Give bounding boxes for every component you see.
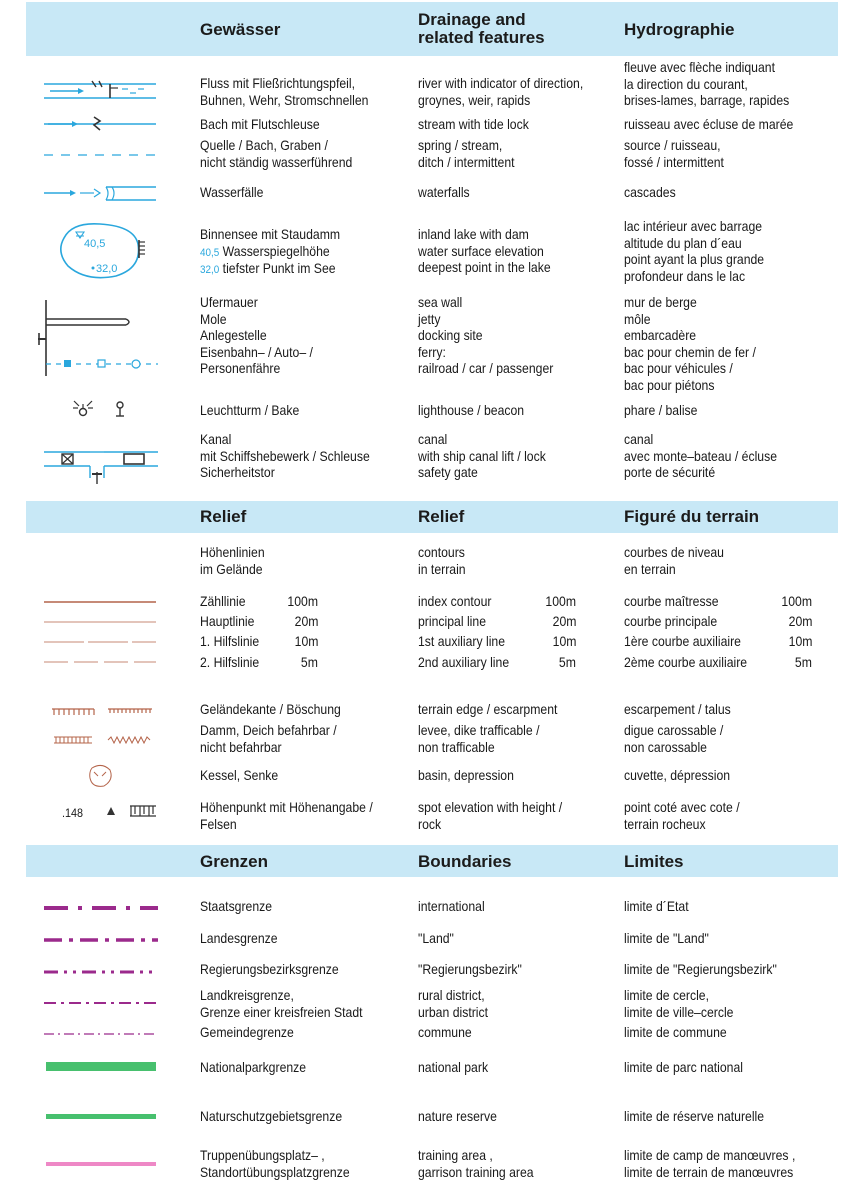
contour-3-en-value: 5m <box>558 655 576 670</box>
waterfalls-fr: cascades <box>624 185 676 200</box>
national-park-boundary-band <box>46 1062 156 1071</box>
waterfalls-en: waterfalls <box>418 185 470 200</box>
regierungsbezirk-de: Regierungsbezirksgrenze <box>200 962 339 977</box>
contour-3-en: 2nd auxiliary line <box>418 655 510 670</box>
heading-fr-boundaries: Limites <box>624 852 684 871</box>
international-de: Staatsgrenze <box>200 899 273 914</box>
escarpment-de: Geländekante / Böschung <box>200 702 341 717</box>
contour-1-fr-value: 20m <box>788 614 812 629</box>
lighthouse-de: Leuchtturm / Bake <box>200 403 300 418</box>
nationalpark-en: national park <box>418 1060 489 1075</box>
land-boundary-line <box>44 936 158 944</box>
seawall-de: Ufermauer Mole Anlegestelle Eisenbahn– / Auto– / Personenfähre <box>200 295 313 376</box>
seawall-en: sea wall jetty docking site ferry: railroad / car / passenger <box>418 295 554 376</box>
contours-intro-fr: courbes de niveau en terrain <box>624 545 724 577</box>
international-boundary-line <box>44 904 158 912</box>
stream-en: stream with tide lock <box>418 117 529 132</box>
contour-3-de: 2. Hilfslinie <box>200 655 260 670</box>
contour-0-fr: courbe maîtresse <box>624 594 719 609</box>
canal-fr: canal avec monte–bateau / écluse porte de sécurité <box>624 432 778 480</box>
contour-2-en: 1st auxiliary line <box>418 634 506 649</box>
gemeinde-de: Gemeindegrenze <box>200 1025 294 1040</box>
heading-fr-drainage: Hydrographie <box>624 20 735 39</box>
contours-intro-en: contours in terrain <box>418 545 466 577</box>
lake-elev-value: 40,5 <box>200 246 220 259</box>
river-fr: fleuve avec flèche indiquant la direction du courant, brises-lames, barrage, rapides <box>624 60 790 108</box>
lake-elev-label: Wasserspiegelhöhe <box>219 243 330 259</box>
heading-en-boundaries: Boundaries <box>418 852 512 871</box>
contour-2-en-value: 10m <box>552 634 576 649</box>
contour-2-fr-value: 10m <box>788 634 812 649</box>
stream-de: Bach mit Flutschleuse <box>200 117 320 132</box>
lake-de <box>200 227 340 279</box>
waterfalls-symbol <box>44 184 156 204</box>
canal-de: Kanal mit Schiffshebewerk / Schleuse Sicherheitstor <box>200 432 370 480</box>
landkreis-de: Landkreisgrenze, Grenze einer kreisfreien Stadt <box>200 988 363 1020</box>
basin-fr: cuvette, dépression <box>624 768 731 783</box>
heading-de-relief: Relief <box>200 507 247 526</box>
lighthouse-icon <box>72 398 94 418</box>
training-en: training area , garrison training area <box>418 1148 534 1180</box>
spot-fr: point coté avec cote / terrain rocheux <box>624 800 740 832</box>
contour-1-fr: courbe principale <box>624 614 718 629</box>
stream-tide-lock-symbol <box>44 116 156 134</box>
naturschutz-en: nature reserve <box>418 1109 497 1124</box>
international-fr: limite d´Etat <box>624 899 689 914</box>
contour-0-de-value: 100m <box>287 594 318 609</box>
contour-3-fr-value: 5m <box>794 655 812 670</box>
contour-1-en: principal line <box>418 614 487 629</box>
stream-fr: ruisseau avec écluse de marée <box>624 117 794 132</box>
land-en: "Land" <box>418 931 454 946</box>
levee-en: levee, dike trafficable / non trafficable <box>418 723 540 755</box>
basin-en: basin, depression <box>418 768 514 783</box>
lighthouse-en: lighthouse / beacon <box>418 403 525 418</box>
contour-3-de-value: 5m <box>300 655 318 670</box>
inland-lake-symbol <box>56 220 156 284</box>
landkreis-boundary-line <box>44 1000 158 1006</box>
contour-aux1-line <box>44 640 156 644</box>
nationalpark-de: Nationalparkgrenze <box>200 1060 307 1075</box>
seawall-fr: mur de berge môle embarcadère bac pour chemin de fer / bac pour véhicules / bac pour piétons <box>624 295 756 393</box>
contour-0-en: index contour <box>418 594 492 609</box>
landkreis-fr: limite de cercle, limite de ville–cercle <box>624 988 734 1020</box>
international-en: international <box>418 899 485 914</box>
heading-de-boundaries: Grenzen <box>200 852 269 871</box>
lake-de-title: Binnensee mit Staudamm <box>200 227 341 242</box>
heading-en-drainage: Drainage and related features <box>418 10 545 47</box>
beacon-icon <box>114 401 126 417</box>
levee-de: Damm, Deich befahrbar / nicht befahrbar <box>200 723 337 755</box>
naturschutz-fr: limite de réserve naturelle <box>624 1109 765 1124</box>
sea-wall-ferry-symbol <box>36 298 158 376</box>
contour-principal-line <box>44 620 156 624</box>
landkreis-en: rural district, urban district <box>418 988 489 1020</box>
spot-de: Höhenpunkt mit Höhenangabe / Felsen <box>200 800 373 832</box>
contour-aux2-line <box>44 660 156 664</box>
land-fr: limite de "Land" <box>624 931 709 946</box>
contour-3-fr: 2ème courbe auxiliaire <box>624 655 748 670</box>
waterfalls-de: Wasserfälle <box>200 185 264 200</box>
lighthouse-fr: phare / balise <box>624 403 698 418</box>
spring-fr: source / ruisseau, fossé / intermittent <box>624 138 724 170</box>
nature-reserve-boundary-band <box>46 1114 156 1119</box>
training-de: Truppenübungsplatz– , Standortübungsplatzgrenze <box>200 1148 350 1180</box>
gemeinde-en: commune <box>418 1025 472 1040</box>
regierungsbezirk-boundary-line <box>44 968 158 976</box>
contour-2-fr: 1ère courbe auxiliaire <box>624 634 741 649</box>
contour-1-en-value: 20m <box>552 614 576 629</box>
lake-depth-label: 32,0 <box>96 263 118 275</box>
contour-0-fr-value: 100m <box>781 594 812 609</box>
lake-deep-label: tiefster Punkt im See <box>219 261 336 276</box>
escarpment-en: terrain edge / escarpment <box>418 702 558 717</box>
contours-intro-de: Höhenlinien im Gelände <box>200 545 265 577</box>
contour-2-de: 1. Hilfslinie <box>200 634 260 649</box>
contour-index-line <box>44 600 156 604</box>
spring-en: spring / stream, ditch / intermittent <box>418 138 515 170</box>
contour-1-de: Hauptlinie <box>200 614 255 629</box>
river-symbol <box>44 80 156 102</box>
spot-en: spot elevation with height / rock <box>418 800 563 832</box>
spring-de: Quelle / Bach, Graben / nicht ständig wasserführend <box>200 138 353 170</box>
levee-fr: digue carossable / non carossable <box>624 723 724 755</box>
escarpment-symbol <box>52 707 156 717</box>
rock-icon <box>128 804 158 818</box>
lake-fr: lac intérieur avec barrage altitude du plan d´eau point ayant la plus grande profondeur dans le lac <box>624 219 765 284</box>
heading-fr-relief: Figuré du terrain <box>624 507 760 526</box>
river-en: river with indicator of direction, groynes, weir, rapids <box>418 76 584 108</box>
training-fr: limite de camp de manœuvres , limite de terrain de manœuvres <box>624 1148 796 1180</box>
nationalpark-fr: limite de parc national <box>624 1060 744 1075</box>
heading-de-drainage: Gewässer <box>200 20 281 39</box>
naturschutz-de: Naturschutzgebietsgrenze <box>200 1109 343 1124</box>
levee-symbol <box>54 734 154 746</box>
escarpment-fr: escarpement / talus <box>624 702 731 717</box>
contour-1-de-value: 20m <box>294 614 318 629</box>
regierungsbezirk-en: "Regierungsbezirk" <box>418 962 522 977</box>
contour-0-de: Zähllinie <box>200 594 246 609</box>
spot-elevation-label: .148 <box>62 806 84 820</box>
canal-symbol <box>44 444 158 484</box>
lake-elevation-label: 40,5 <box>84 238 106 250</box>
heading-en-relief: Relief <box>418 507 465 526</box>
summit-triangle-icon <box>106 806 116 816</box>
river-de: Fluss mit Fließrichtungspfeil, Buhnen, Wehr, Stromschnellen <box>200 76 369 108</box>
contour-2-de-value: 10m <box>294 634 318 649</box>
land-de: Landesgrenze <box>200 931 278 946</box>
lake-en: inland lake with dam water surface elevation deepest point in the lake <box>418 227 551 275</box>
basin-symbol <box>86 762 116 790</box>
lake-deep-value: 32,0 <box>200 264 220 276</box>
canal-en: canal with ship canal lift / lock safety gate <box>418 432 546 480</box>
contour-0-en-value: 100m <box>545 594 576 609</box>
regierungsbezirk-fr: limite de "Regierungsbezirk" <box>624 962 777 977</box>
gemeinde-boundary-line <box>44 1031 158 1037</box>
spring-ditch-symbol <box>44 150 156 160</box>
basin-de: Kessel, Senke <box>200 768 279 783</box>
gemeinde-fr: limite de commune <box>624 1025 727 1040</box>
training-area-boundary-band <box>46 1162 156 1166</box>
